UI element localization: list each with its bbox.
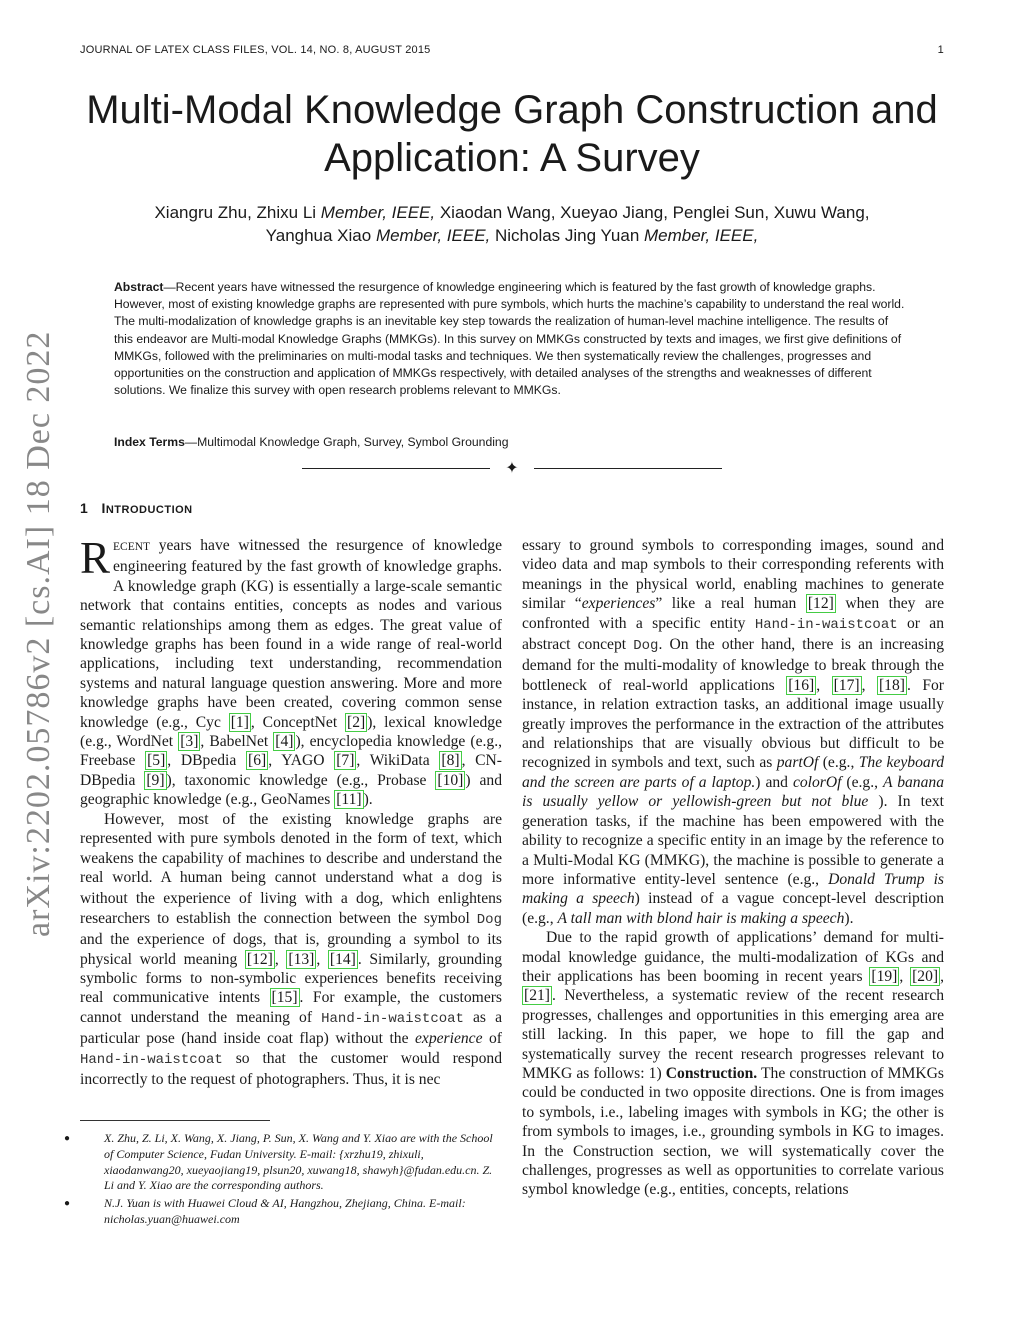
authors-text: Xiangru Zhu, Zhixu Li — [154, 203, 321, 222]
section-number: 1 — [80, 500, 89, 516]
abstract-text: —Recent years have witnessed the resurgence of knowledge engineering which is featured by the fast growth of knowledge graphs. However, most of existing knowledge graphs are represented with pure symbols, which hurts the machine’s capability to understand the real world. The multi-modalization of knowledge graphs is an inevitable key step towards the realization of human-level machine intelligence. The results of this endeavor are Multi-modal Knowledge Graphs (MMKGs). In this survey on MMKGs constructed by texts and images, we first give definitions of MMKGs, followed with the preliminaries on multi-modal tasks and techniques. We then systematically review the challenges, progresses and opportunities on the construction and application of MMKGs respectively, with detailed analyses of the strengths and weaknesses of different solutions. We finalize this survey with open research problems relevant to MMKGs. — [114, 280, 905, 398]
citation-link[interactable]: [21] — [524, 987, 550, 1005]
citation-link[interactable]: [6] — [248, 752, 267, 770]
code-term: Hand-in-waistcoat — [321, 1010, 464, 1027]
body-text: The construction of MMKGs could be conducted in two opposite directions. One is from images to symbols, i.e., labeling images with symbols in KG; the other is from symbols to images, i.e., grounding symbols in KG to images. In the Construction section, we will systematically cover the challenges, progresses as well as opportunities to correlate various symbol knowledge (e.g., entities, concepts, relations — [522, 1064, 944, 1199]
small-caps-text: ECENT — [113, 541, 151, 553]
body-text: ), taxonomic knowledge (e.g., Probase — [166, 771, 436, 789]
example-text: A tall man with blond hair is making a speech — [557, 909, 845, 927]
citation-link[interactable]: [14] — [329, 950, 356, 968]
citation-link[interactable]: [12] — [246, 950, 273, 968]
body-text: , — [899, 967, 911, 985]
body-text: ). — [363, 791, 373, 809]
emphasis-text: experience — [415, 1030, 483, 1048]
body-text: . Similarly, grounding symbolic forms to non-symbolic experiences benefits receiving real communicative intents — [80, 950, 503, 1007]
author-list — [80, 201, 944, 247]
separator-line — [302, 468, 490, 469]
body-text: ), encyclopedia knowledge (e.g., Freebase — [80, 733, 502, 770]
citation-link[interactable]: [15] — [271, 989, 298, 1007]
citation-link[interactable]: [19] — [871, 967, 898, 985]
footnote-item — [64, 1196, 504, 1228]
authors-text: Nicholas Jing Yuan — [490, 226, 644, 245]
star-icon: ✦ — [505, 460, 519, 477]
body-text: of — [482, 1030, 502, 1048]
journal-info: JOURNAL OF LATEX CLASS FILES, VOL. 14, NO. 8, AUGUST 2015 — [80, 44, 431, 56]
citation-link[interactable]: [3] — [180, 733, 199, 751]
bullet-icon: ● — [64, 1133, 71, 1144]
bold-term: Construction. — [665, 1064, 758, 1082]
footnote-text: X. Zhu, Z. Li, X. Wang, X. Jiang, P. Sun, X. Wang and Y. Xiao are with the School of Computer Science, Fudan University. E-mail: {xrzhu19, zhixuli, xiaodanwang20, xueyaojiang19, plsun20, xuwang18, shawyh}@fudan.edu.cn. Z. Li and Y. Xiao are the corresponding authors. — [104, 1131, 493, 1193]
authors-text: Yanghua Xiao — [265, 226, 376, 245]
body-text: ) instead of a vague concept-level description (e.g., — [522, 890, 944, 927]
abstract — [114, 279, 910, 399]
body-text: , — [861, 676, 877, 694]
body-text: , BabelNet — [200, 733, 274, 751]
body-text: years have witnessed the resurgence of knowledge engineering featured by the fast growth of knowledge graphs. A knowledge graph (KG) is essentially a large-scale semantic network that contains entities, concepts as nodes and various semantic relationships among them as edges. The great value of knowledge graphs has been found in a wide range of real-world applications, including text understanding, recommendation systems and natural language question answering. More and more knowledge graphs have been created, covering common sense knowledge (e.g., Cyc — [80, 537, 502, 731]
author-affiliation: Member, IEEE, — [320, 203, 436, 222]
drop-cap: R — [80, 533, 111, 583]
body-text: , — [816, 676, 832, 694]
author-affiliation: Member, IEEE, — [375, 226, 491, 245]
section-separator — [302, 459, 722, 479]
citation-link[interactable]: [11] — [336, 791, 362, 809]
bullet-icon: ● — [64, 1198, 71, 1210]
citation-link[interactable]: [9] — [146, 771, 165, 789]
paragraph — [522, 928, 944, 1200]
paragraph — [80, 533, 503, 810]
citation-link[interactable]: [5] — [147, 752, 166, 770]
citation-link[interactable]: [17] — [833, 676, 860, 694]
example-text: Donald Trump is making a speech — [522, 870, 944, 908]
body-text: . On the other hand, there is an increasing demand for the multi-modality of knowledge to break through the bottleneck of real-world applications — [522, 636, 944, 694]
footnote-item — [64, 1131, 504, 1194]
citation-link[interactable]: [18] — [878, 676, 905, 694]
body-text: ” like a real human — [655, 595, 806, 613]
body-text: , ConceptNet — [250, 713, 346, 731]
page-title: Multi-Modal Knowledge Graph Construction and Application: A Survey — [86, 88, 938, 180]
index-terms-label: Index Terms — [114, 435, 185, 449]
index-terms-text: —Multimodal Knowledge Graph, Survey, Symbol Grounding — [184, 435, 509, 449]
page-number: 1 — [937, 44, 944, 56]
body-text: as a particular pose (hand inside coat flap) without the — [80, 1008, 502, 1048]
authors-text: Xiaodan Wang, Xueyao Jiang, Penglei Sun, Xuwu Wang, — [435, 203, 870, 222]
body-text: However, most of the existing knowledge graphs are represented with pure symbols denoted in the form of text, which weakens the capability of machines to describe and understand the real world. A human being cannot understand what a — [80, 810, 502, 886]
body-text: , DBpedia — [167, 752, 246, 770]
citation-link[interactable]: [2] — [347, 713, 366, 731]
citation-link[interactable]: [1] — [230, 713, 249, 731]
running-head — [80, 44, 944, 56]
code-term: Dog — [633, 638, 659, 655]
author-affiliation: Member, IEEE, — [644, 226, 759, 245]
body-text: so that the customer would respond incorrectly to the request of photographers. Thus, it is nec — [80, 1049, 502, 1088]
citation-link[interactable]: [20] — [912, 967, 939, 985]
abstract-label: Abstract — [114, 280, 164, 294]
body-text: ) and geographic knowledge (e.g., GeoNames — [80, 771, 502, 809]
citation-link[interactable]: [12] — [807, 595, 834, 613]
body-text: ). In text generation tasks, if the machine has been empowered with the ability to recognize a specific entity in an image by the reference to a Multi-Modal KG (MMKG), the machine is possible to generate a more informative entity-level sentence (e.g., — [522, 793, 944, 888]
citation-link[interactable]: [8] — [441, 752, 460, 770]
body-text: or an abstract concept — [522, 614, 944, 654]
body-text: (e.g., — [841, 773, 883, 791]
arxiv-stamp: arXiv:2202.05786v2 [cs.AI] 18 Dec 2022 — [20, 330, 57, 937]
body-text: Due to the rapid growth of applications’ demand for multi-modal knowledge guidance, the multi-modalization of KGs and their applications has been booming in recent years — [522, 929, 944, 985]
section-title-initial: I — [101, 500, 106, 516]
code-term: Hand-in-waistcoat — [754, 616, 898, 633]
body-text: ). — [844, 909, 854, 927]
body-text: (e.g., — [818, 754, 859, 772]
body-text: , — [316, 950, 328, 968]
code-term: Dog — [476, 911, 502, 928]
emphasis-text: experiences — [581, 595, 656, 613]
body-text: , — [940, 967, 944, 985]
citation-link[interactable]: [4] — [275, 733, 294, 751]
example-text: The keyboard and the screen are parts of a laptop. — [522, 754, 944, 791]
index-terms — [114, 435, 910, 449]
footnote-text: N.J. Yuan is with Huawei Cloud & AI, Hangzhou, Zhejiang, China. E-mail: nicholas.yuan@huawei.com — [104, 1196, 466, 1226]
body-text: , — [274, 950, 287, 968]
body-text: . Nevertheless, a systematic review of the recent research progresses, challenges and opportunities in this emerging area are still lacking. In this paper, we hope to fill the gap and systematically survey the recent research progresses relevant to MMKG as follows: 1) — [522, 987, 944, 1082]
body-text: , WikiData — [356, 752, 440, 770]
paragraph — [522, 536, 944, 928]
paragraph — [80, 810, 502, 1090]
citation-link[interactable]: [13] — [288, 950, 315, 968]
body-column-right — [522, 536, 944, 1200]
section-title-rest: NTRODUCTION — [105, 504, 193, 516]
citation-link[interactable]: [7] — [336, 752, 355, 770]
separator-line — [534, 468, 722, 469]
section-heading — [80, 500, 193, 516]
citation-link[interactable]: [10] — [437, 771, 464, 789]
code-term: dog — [457, 870, 483, 887]
body-text: . For example, the customers cannot understand the meaning of — [80, 989, 502, 1026]
citation-link[interactable]: [16] — [788, 676, 815, 694]
body-text: is without the experience of living with a dog, which enlightens researchers to establish the connection between the symbol — [80, 868, 502, 927]
footnote-divider — [80, 1120, 270, 1121]
body-text: ), lexical knowledge (e.g., WordNet — [80, 713, 503, 751]
body-text: . For instance, in relation extraction tasks, an additional image usually greatly improves the performance in the extraction of the attributes and relationships that are visually obvious but difficult to be recognized in symbols and text, such as — [522, 676, 944, 772]
footnotes — [64, 1131, 504, 1230]
body-text: , YAGO — [268, 752, 335, 770]
body-text: essary to ground symbols to corresponding images, sound and video data and map symbols to their corresponding referents with meanings in the physical world, enabling machines to generate similar “ — [522, 537, 944, 613]
example-text: A banana is usually yellow or yellowish-green but not blue — [522, 773, 944, 811]
body-column-left — [80, 533, 503, 1089]
body-text: when they are confronted with a specific entity — [522, 595, 944, 632]
body-text: , CN-DBpedia — [80, 752, 502, 789]
emphasis-text: partOf — [776, 754, 819, 772]
code-term: Hand-in-waistcoat — [80, 1051, 223, 1068]
body-text: and the experience of dogs, that is, grounding a symbol to its physical world meaning — [80, 931, 502, 968]
emphasis-text: colorOf — [792, 773, 842, 791]
body-text: ) and — [755, 773, 793, 791]
